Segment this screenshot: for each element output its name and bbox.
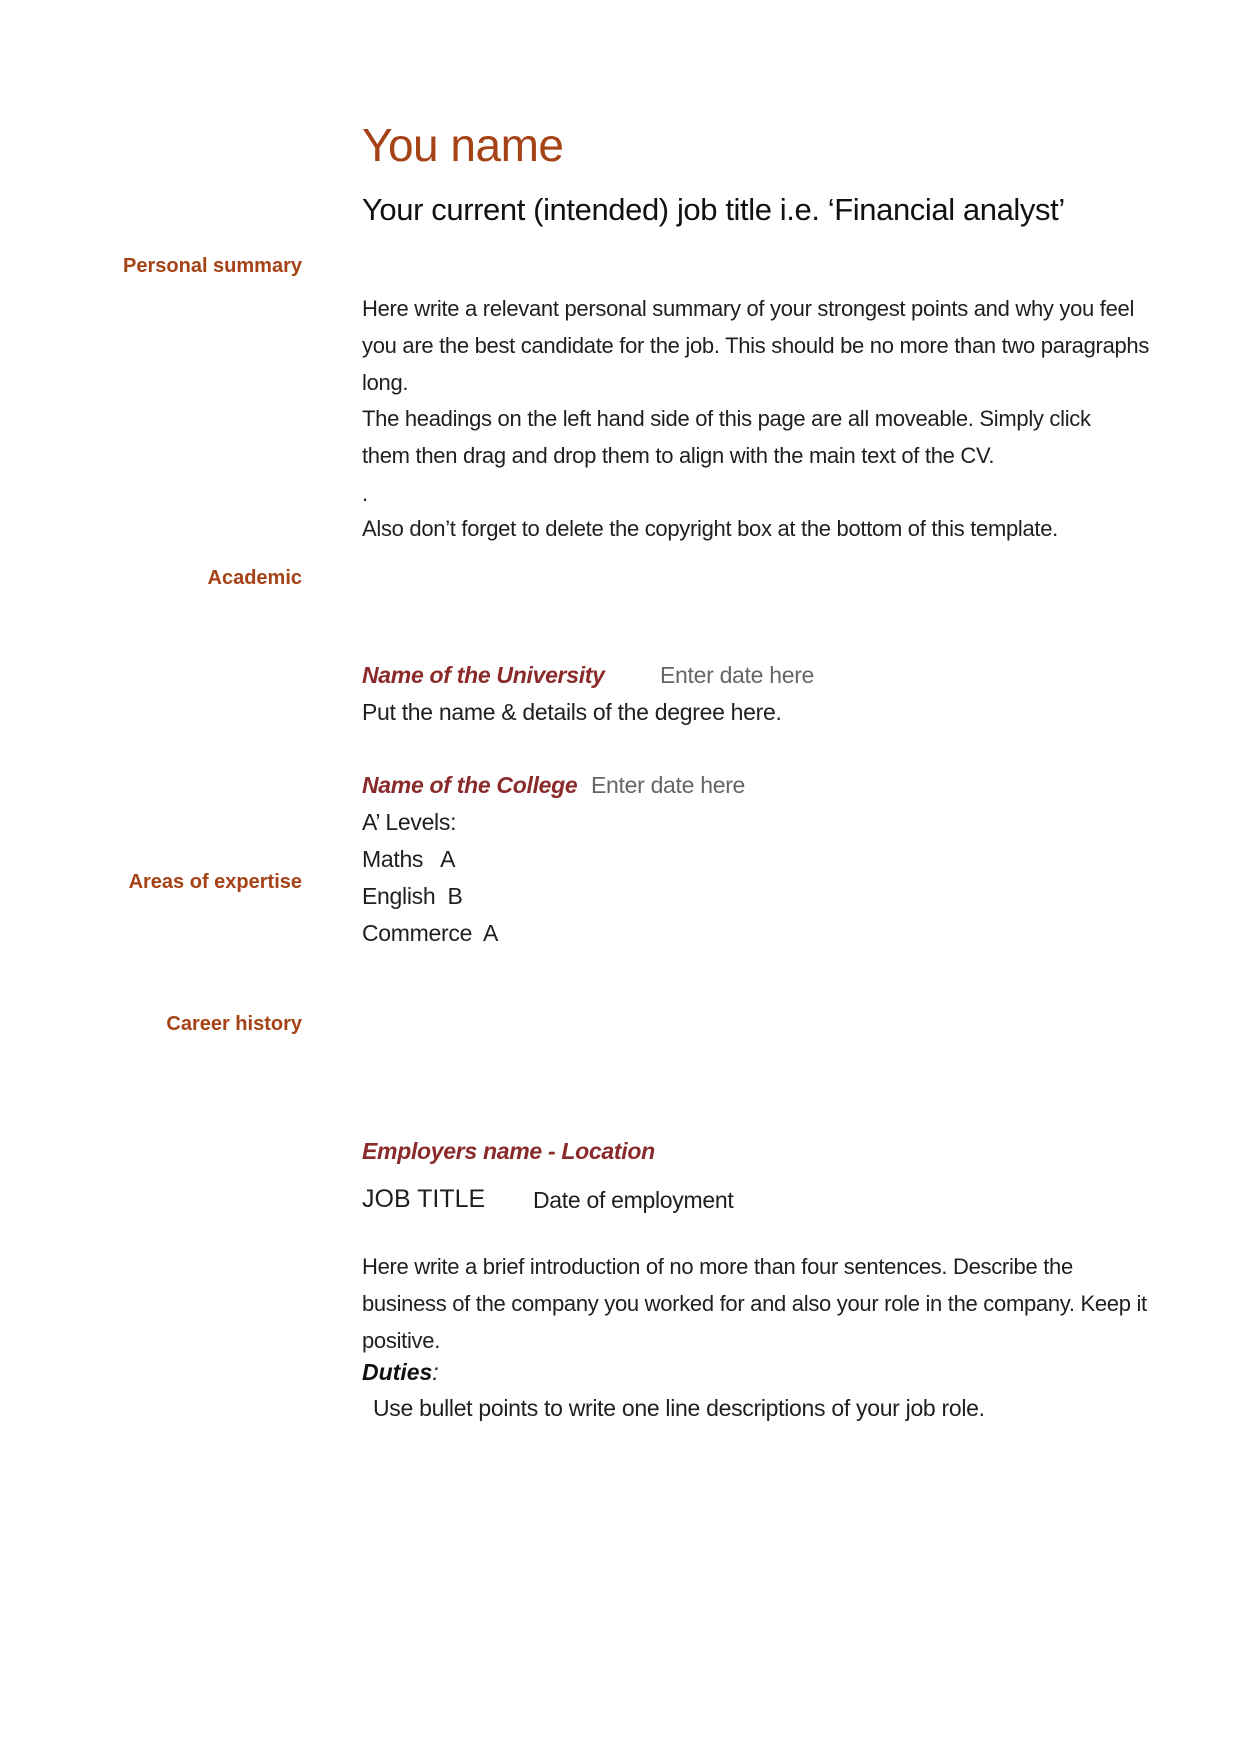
heading-personal-summary[interactable]: Personal summary <box>123 255 302 277</box>
university-date[interactable]: Enter date here <box>660 662 815 688</box>
employer-name-location: Employers name - Location <box>362 1138 655 1164</box>
heading-areas-of-expertise[interactable]: Areas of expertise <box>128 871 302 893</box>
summary-paragraph-2: The headings on the left hand side of this page are all moveable. Simply click them then drag and drop them to align with the main text of the CV. <box>362 406 1091 468</box>
heading-academic[interactable]: Academic <box>207 567 302 589</box>
candidate-name: You name <box>362 119 564 171</box>
subject-grade-commerce: Commerce A <box>362 920 499 946</box>
career-intro: Here write a brief introduction of no more than four sentences. Describe the business of the company you worked for and also your role in the company. Keep it positive. <box>362 1254 1147 1353</box>
subject-grade-english: English B <box>362 883 463 909</box>
duties-description: Use bullet points to write one line descriptions of your job role. <box>373 1395 985 1421</box>
job-title-heading: Your current (intended) job title i.e. ‘Financial analyst’ <box>362 192 1065 227</box>
subject-grade-maths: Maths A <box>362 846 456 872</box>
university-details: Put the name & details of the degree here. <box>362 699 782 725</box>
university-name: Name of the University <box>362 662 605 688</box>
a-levels-label: A’ Levels: <box>362 809 457 835</box>
summary-dot: . <box>362 481 368 506</box>
career-date: Date of employment <box>533 1187 734 1213</box>
summary-paragraph-3: Also don’t forget to delete the copyright box at the bottom of this template. <box>362 516 1058 541</box>
college-date[interactable]: Enter date here <box>591 772 746 798</box>
duties-colon: : <box>432 1359 439 1385</box>
duties-label: Duties <box>362 1359 433 1385</box>
career-job-title: JOB TITLE <box>362 1185 486 1213</box>
duties-heading <box>362 1359 439 1386</box>
college-name: Name of the College <box>362 772 578 798</box>
summary-paragraph-1: Here write a relevant personal summary of your strongest points and why you feel you are the best candidate for the job. This should be no more than two paragraphs long. <box>362 296 1150 395</box>
heading-career-history[interactable]: Career history <box>166 1013 302 1035</box>
